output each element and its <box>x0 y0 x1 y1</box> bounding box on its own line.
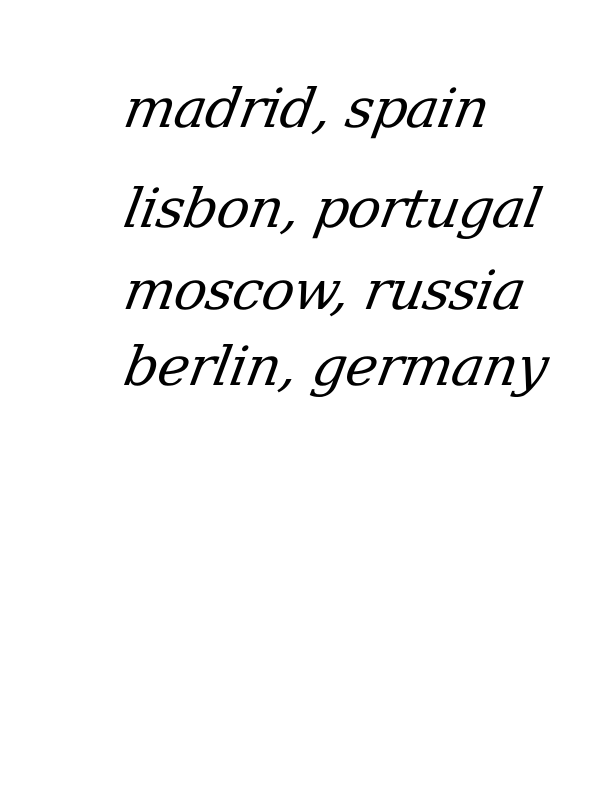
city-line-berlin: berlin, germany <box>119 335 553 398</box>
city-line-madrid: madrid, spain <box>119 77 494 140</box>
city-list <box>119 77 590 442</box>
city-line-moscow: moscow, russia <box>119 259 531 322</box>
city-line-lisbon: lisbon, portugal <box>119 177 547 240</box>
